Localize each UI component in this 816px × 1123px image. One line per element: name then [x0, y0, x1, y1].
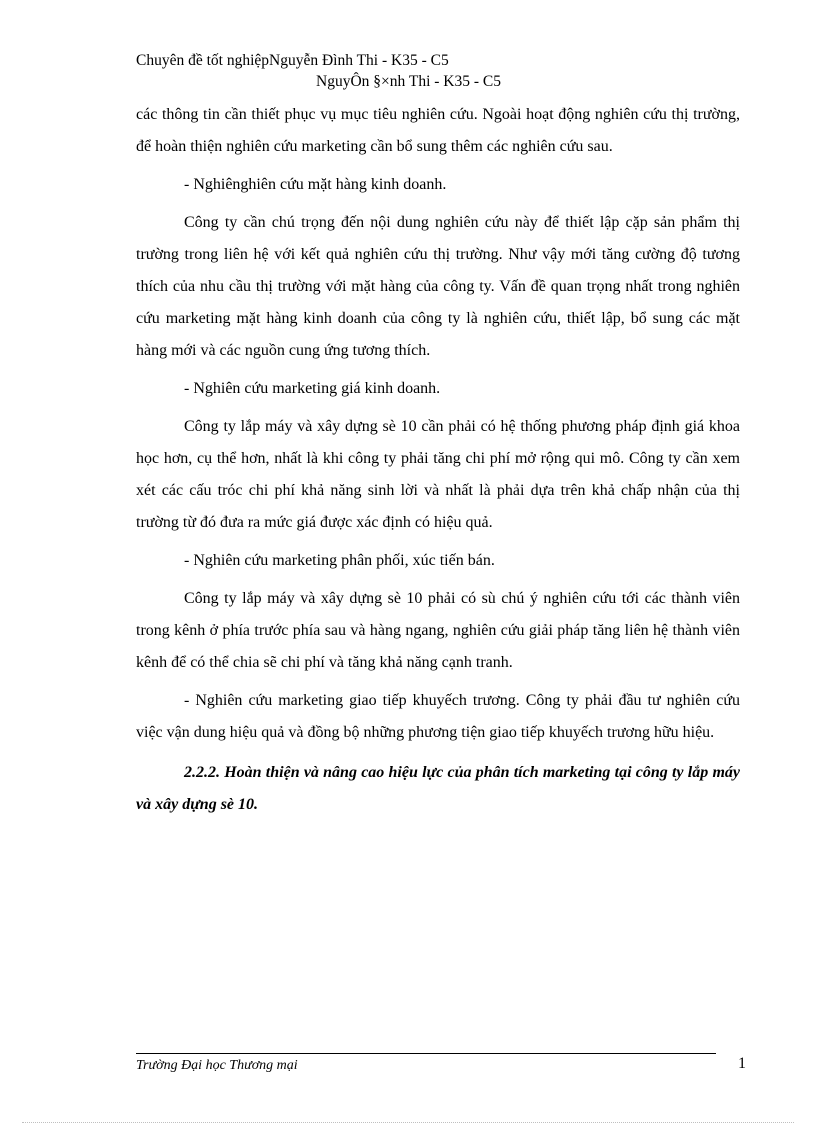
page-body — [136, 99, 740, 821]
bullet-price-research: - Nghiên cứu marketing giá kinh doanh. — [184, 380, 441, 397]
paragraph-product-research: Công ty cần chú trọng đến nội dung nghiên cứu này để thiết lập cặp sản phẩm thị trường trong liên hệ với kết quả nghiên cứu thị trường. Như vậy mới tăng cường độ tương thích của nhu cầu thị trường với mặt hàng của công ty. Vấn đề quan trọng nhất trong nghiên cứu marketing mặt hàng kinh doanh của công ty là nghiên cứu, thiết lập, bổ sung các mặt hàng mới và các nguồn cung ứng tương thích. — [136, 214, 740, 359]
footer-school-name: Trường Đại học Thương mại — [136, 1058, 298, 1073]
footer-divider — [136, 1053, 716, 1054]
header-line-2: NguyÔn §×nh Thi - K35 - C5 — [316, 73, 501, 90]
bullet-product-research: - Nghiênghiên cứu mặt hàng kinh doanh. — [184, 176, 447, 193]
paragraph-intro: các thông tin cần thiết phục vụ mục tiêu nghiên cứu. Ngoài hoạt động nghiên cứu thị trường, để hoàn thiện nghiên cứu marketing cần bổ sung thêm các nghiên cứu sau. — [136, 106, 740, 155]
page-header — [136, 50, 501, 92]
bullet-distribution-research: - Nghiên cứu marketing phân phối, xúc tiến bán. — [184, 552, 495, 569]
page-number: 1 — [738, 1055, 746, 1072]
bullet-promotion-research: - Nghiên cứu marketing giao tiếp khuyếch trương. Công ty phải đầu tư nghiên cứu việc vận dung hiệu quả và đồng bộ những phương tiện giao tiếp khuyếch trương hữu hiệu. — [136, 692, 740, 741]
section-heading: 2.2.2. Hoàn thiện và nâng cao hiệu lực của phân tích marketing tại công ty lắp máy và xây dựng sè 10. — [136, 764, 740, 813]
header-line-1: Chuyên đề tốt nghiệpNguyễn Đình Thi - K35 - C5 — [136, 52, 449, 69]
paragraph-price-research: Công ty lắp máy và xây dựng sè 10 cần phải có hệ thống phương pháp định giá khoa học hơn, cụ thể hơn, nhất là khi công ty phải tăng chi phí mở rộng qui mô. Công ty cần xem xét các cấu tróc chi phí khả năng sinh lời và nhất là phải dựa trên khả chấp nhận của thị trường từ đó đưa ra mức giá được xác định có hiệu quả. — [136, 418, 740, 531]
paragraph-distribution-research: Công ty lắp máy và xây dựng sè 10 phải có sù chú ý nghiên cứu tới các thành viên trong kênh ở phía trước phía sau và hàng ngang, nghiên cứu giải pháp tăng liên hệ thành viên kênh để có thể chia sẽ chi phí và tăng khả năng cạnh tranh. — [136, 590, 740, 671]
